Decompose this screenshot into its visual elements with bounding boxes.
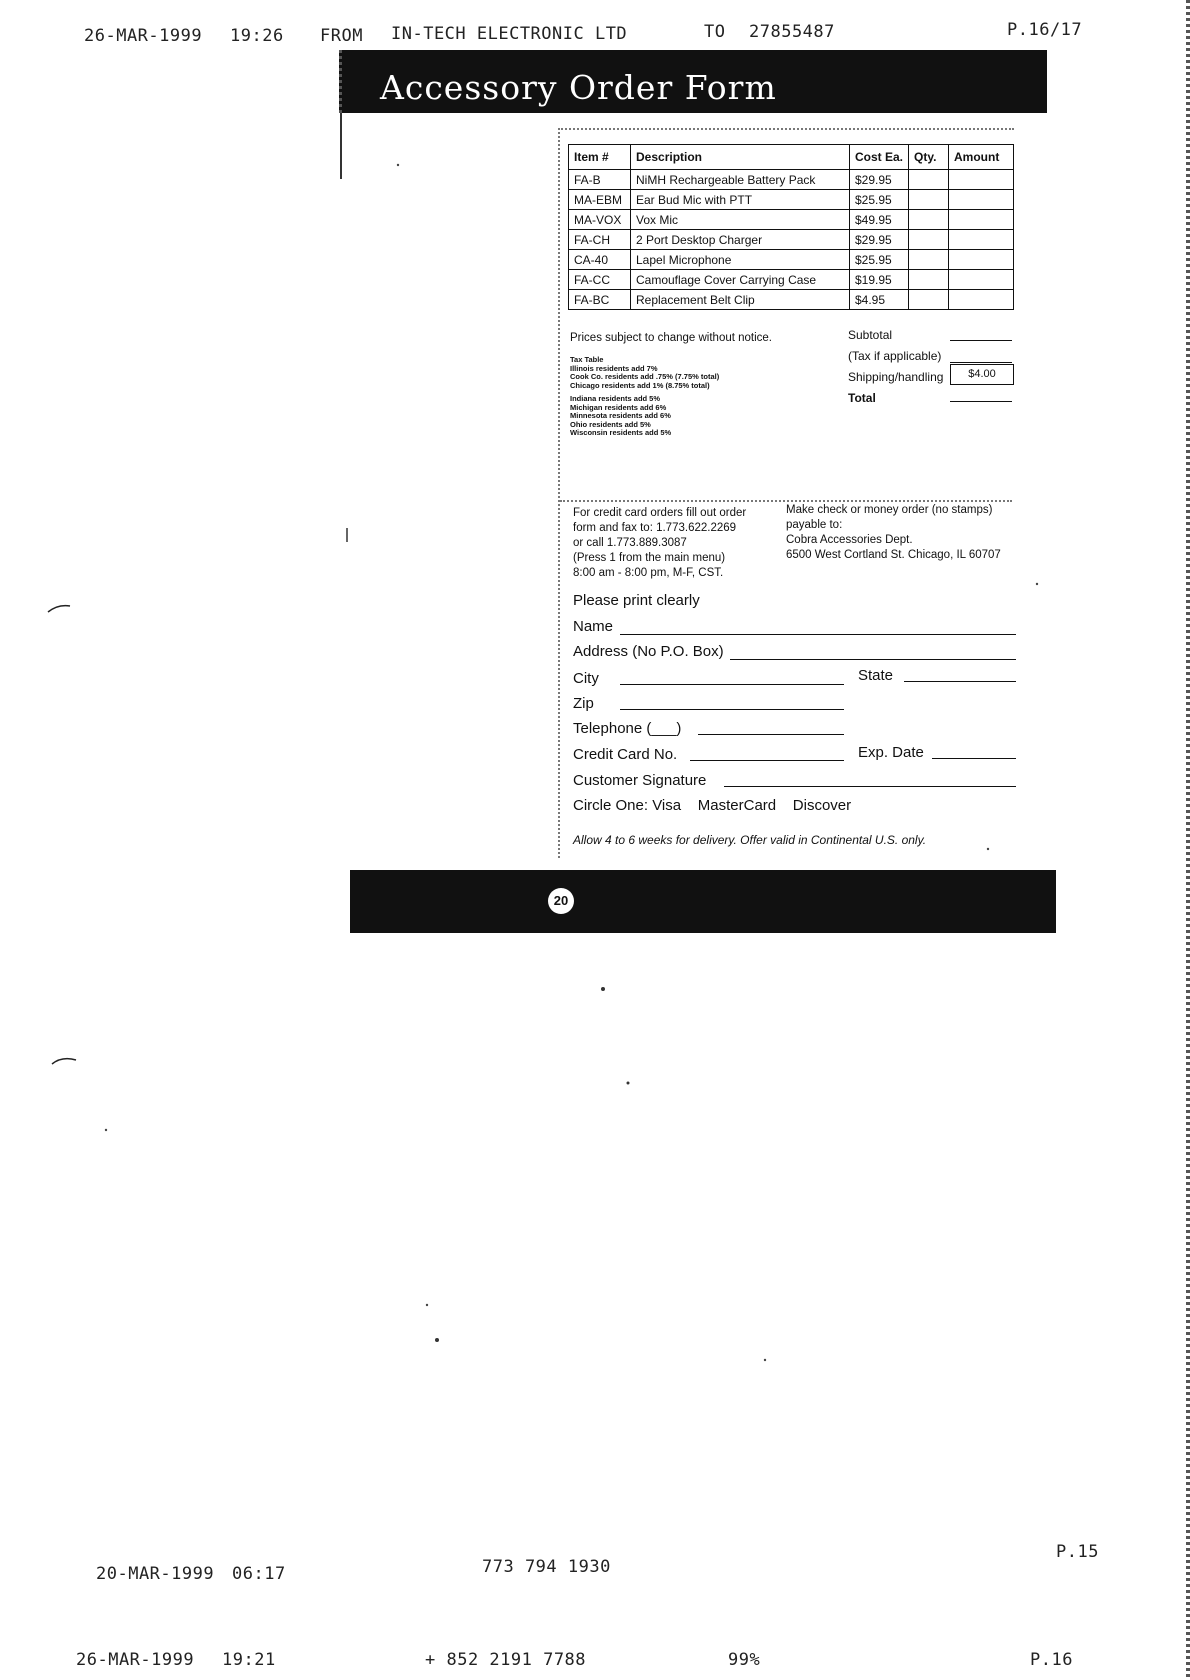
state-label: State (858, 667, 894, 684)
item-description: 2 Port Desktop Charger (631, 230, 850, 250)
scan-dot (397, 164, 399, 166)
tax-line: Illinois residents add 7% (570, 363, 658, 373)
header-description: Description (631, 145, 850, 170)
check-line: payable to: (786, 519, 843, 531)
item-cost: $25.95 (850, 190, 909, 210)
fax-from: IN-TECH ELECTRONIC LTD (391, 24, 628, 44)
scan-dot (601, 987, 605, 991)
scan-dot (1036, 583, 1038, 585)
fax-footer-time: 06:17 (232, 1564, 286, 1584)
cc-line: 8:00 am - 8:00 pm, M-F, CST. (573, 567, 724, 579)
check-line: Cobra Accessories Dept. (786, 534, 913, 546)
fax-footer2-time: 19:21 (222, 1650, 276, 1670)
item-description: NiMH Rechargeable Battery Pack (631, 170, 850, 190)
tax-line: Ohio residents add 5% (570, 419, 651, 429)
fax-date: 26-MAR-1999 (84, 26, 203, 46)
shipping-value: $4.00 (950, 364, 1014, 385)
price-note: Prices subject to change without notice. (570, 332, 773, 344)
item-description: Lapel Microphone (631, 250, 850, 270)
telephone-label: Telephone (___) (573, 720, 682, 737)
fax-to-label: TO (704, 22, 726, 42)
header-qty: Qty. (909, 145, 949, 170)
cc-line: form and fax to: 1.773.622.2269 (573, 522, 737, 534)
item-description: Camouflage Cover Carrying Case (631, 270, 850, 290)
exp-date-label: Exp. Date (858, 744, 924, 761)
print-clearly-label: Please print clearly (573, 592, 700, 609)
item-cost: $29.95 (850, 170, 909, 190)
city-label: City (573, 670, 599, 687)
item-code: MA-EBM (569, 190, 631, 210)
item-description: Vox Mic (631, 210, 850, 230)
item-description: Ear Bud Mic with PTT (631, 190, 850, 210)
fax-to: 27855487 (749, 22, 835, 42)
total-label: Total (848, 391, 876, 405)
header-cost: Cost Ea. (850, 145, 909, 170)
tax-line: Wisconsin residents add 5% (570, 428, 672, 437)
fax-footer2-date: 26-MAR-1999 (76, 1650, 195, 1670)
scan-dot (426, 1304, 428, 1306)
item-code: MA-VOX (569, 210, 631, 230)
item-description: Replacement Belt Clip (631, 290, 850, 310)
scan-dot (105, 1129, 107, 1131)
scan-mark (52, 1059, 76, 1064)
header-item: Item # (569, 145, 631, 170)
scan-dot (987, 848, 989, 850)
fax-footer-page: P.15 (1056, 1542, 1099, 1562)
tax-line: Indiana residents add 5% (570, 394, 661, 403)
delivery-note: Allow 4 to 6 weeks for delivery. Offer valid in Continental U.S. only. (573, 833, 927, 847)
tax-line: Michigan residents add 6% (570, 402, 667, 412)
item-code: CA-40 (569, 250, 631, 270)
tax-line: Tax Table (570, 355, 604, 364)
item-cost: $29.95 (850, 230, 909, 250)
tax-line: Minnesota residents add 6% (570, 411, 671, 420)
fax-footer2-phone: + 852 2191 7788 (425, 1650, 587, 1670)
zip-label: Zip (573, 695, 594, 712)
scan-mark (48, 606, 70, 612)
page-number-badge: 20 (548, 888, 574, 914)
shipping-label: Shipping/handling (848, 370, 944, 384)
tax-label: (Tax if applicable) (848, 349, 942, 363)
card-type-options[interactable]: Circle One: Visa MasterCard Discover (573, 797, 852, 814)
tax-line: Chicago residents add 1% (8.75% total) (570, 380, 710, 390)
item-cost: $49.95 (850, 210, 909, 230)
item-code: FA-B (569, 170, 631, 190)
cc-line: (Press 1 from the main menu) (573, 552, 726, 564)
tax-line: Cook Co. residents add .75% (7.75% total) (570, 372, 720, 381)
item-cost: $4.95 (850, 290, 909, 310)
scan-dot (764, 1359, 766, 1361)
item-cost: $25.95 (850, 250, 909, 270)
fax-time: 19:26 (230, 26, 284, 46)
item-code: FA-CC (569, 270, 631, 290)
cc-line: For credit card orders fill out order (573, 507, 747, 519)
address-label: Address (No P.O. Box) (573, 643, 724, 660)
check-line: Make check or money order (no stamps) (786, 504, 993, 516)
cc-line: or call 1.773.889.3087 (573, 537, 687, 549)
item-code: FA-CH (569, 230, 631, 250)
fax-footer-date: 20-MAR-1999 (96, 1564, 215, 1584)
header-amount: Amount (949, 145, 1014, 170)
signature-label: Customer Signature (573, 772, 707, 789)
scan-dot (627, 1082, 630, 1085)
scan-dot (435, 1338, 439, 1342)
form-title: Accessory Order Form (380, 68, 777, 107)
fax-page: P.16/17 (1007, 20, 1083, 40)
fax-from-label: FROM (320, 26, 363, 46)
check-line: 6500 West Cortland St. Chicago, IL 60707 (786, 549, 1001, 561)
subtotal-label: Subtotal (848, 328, 893, 342)
item-code: FA-BC (569, 290, 631, 310)
credit-card-label: Credit Card No. (573, 746, 678, 763)
fax-footer2-page: P.16 (1030, 1650, 1073, 1670)
fax-footer2-percent: 99% (728, 1650, 761, 1670)
fax-footer-phone: 773 794 1930 (482, 1557, 611, 1577)
item-cost: $19.95 (850, 270, 909, 290)
name-label: Name (573, 618, 614, 635)
